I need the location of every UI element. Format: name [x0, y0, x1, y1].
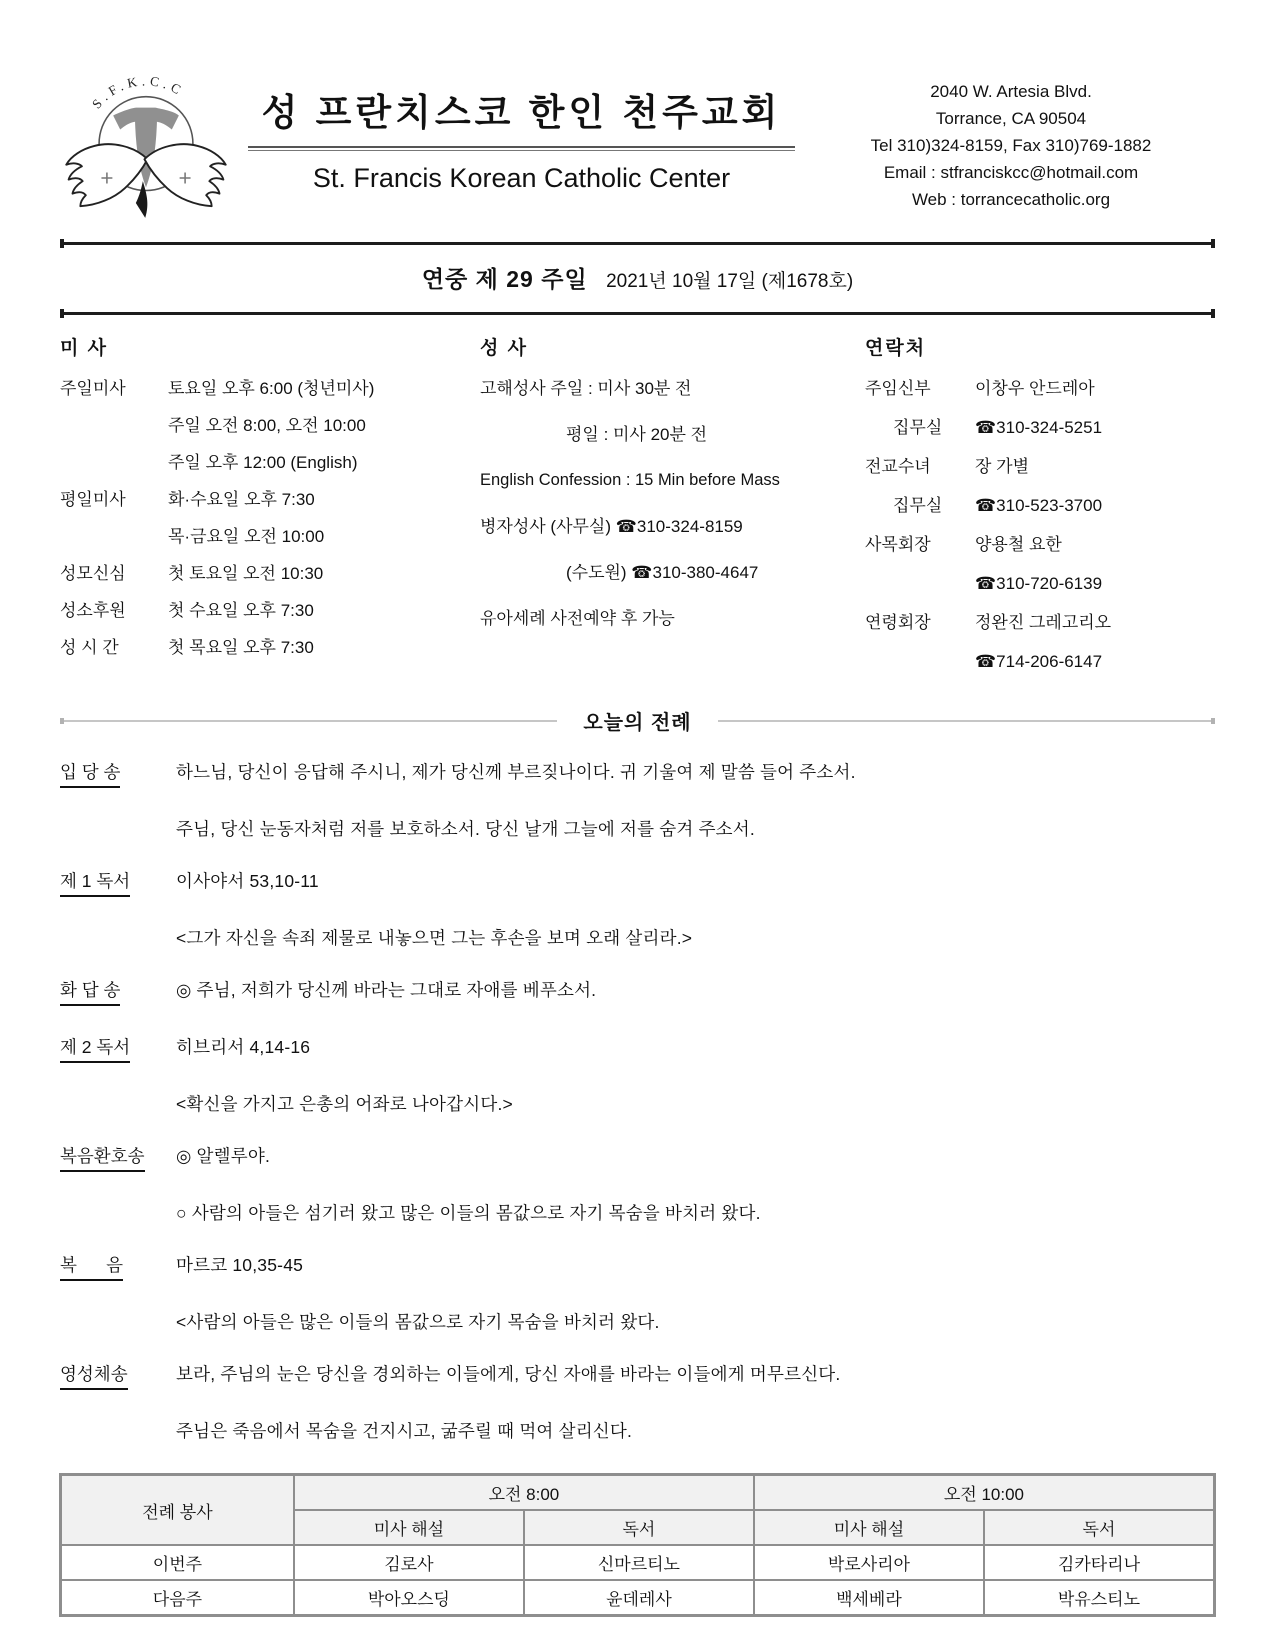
table-cell: 김카타리나: [984, 1545, 1214, 1580]
mass-row-value: 주일 오전 8:00, 오전 10:00: [168, 416, 366, 435]
liturgy-section: [60, 761, 1215, 1442]
contact-value: ☎310-324-5251: [975, 418, 1103, 437]
table-cell: 박유스티노: [984, 1580, 1214, 1615]
liturgy-text: 하느님, 당신이 응답해 주시니, 제가 당신께 부르짖나이다. 귀 기울여 제 말씀 들어 주소서.: [176, 762, 856, 782]
horizontal-rule: [60, 242, 1215, 245]
table-sub-header: 독서: [984, 1510, 1214, 1545]
logo-monogram: S.F.K.C.C: [88, 73, 188, 112]
table-time-header: 오전 10:00: [754, 1475, 1214, 1510]
liturgy-text: <그가 자신을 속죄 제물로 내놓으면 그는 후손을 보며 오래 살리라.>: [176, 928, 693, 948]
liturgy-label: 화 답 송: [60, 979, 120, 1006]
horizontal-rule: [60, 312, 1215, 315]
liturgy-label: 복 음: [60, 1254, 123, 1281]
mass-row-label: 주일미사: [60, 379, 126, 398]
mass-row-label: 성소후원: [60, 601, 126, 620]
mass-row-value: 첫 토요일 오전 10:30: [168, 564, 324, 583]
liturgy-label: 영성체송: [60, 1363, 128, 1390]
liturgy-text: <확신을 가지고 은총의 어좌로 나아갑시다.>: [176, 1094, 513, 1114]
mass-row-label: 성모신심: [60, 564, 126, 583]
church-name-block: [238, 56, 807, 194]
bulletin-title: 연중 제 29 주일: [421, 266, 588, 292]
liturgy-text: ○ 사람의 아들은 섬기러 왔고 많은 이들의 몸값으로 자기 목숨을 바치러 왔다.: [176, 1203, 761, 1223]
table-cell: 윤데레사: [524, 1580, 754, 1615]
contact-value: ☎714-206-6147: [975, 652, 1103, 671]
table-row-label: 이번주: [61, 1545, 294, 1580]
address-line: Torrance, CA 90504: [935, 109, 1087, 128]
table-sub-header: 미사 해설: [754, 1510, 984, 1545]
liturgy-text: ◎ 알렐루야.: [176, 1146, 271, 1166]
table-row: [61, 1580, 1214, 1615]
mass-row-value: 목·금요일 오전 10:00: [168, 527, 325, 546]
dove-tail-icon: [136, 181, 148, 218]
table-row-label: 다음주: [61, 1580, 294, 1615]
sacraments-heading: 성 사: [480, 338, 528, 359]
divider-line: [60, 720, 557, 722]
table-cell: 박아오스딩: [294, 1580, 524, 1615]
contacts-column: [865, 333, 1215, 690]
contact-role: 집무실: [893, 496, 943, 515]
address-line: Tel 310)324-8159, Fax 310)769-1882: [870, 136, 1152, 155]
sacraments-column: [480, 333, 865, 690]
contact-value: 양용철 요한: [975, 535, 1062, 554]
masthead: [60, 245, 1215, 312]
mass-row-label: [60, 452, 168, 473]
liturgy-text: 주님은 죽음에서 목숨을 건지시고, 굶주릴 때 먹여 살리신다.: [176, 1421, 633, 1441]
page-header: [60, 56, 1215, 228]
contact-role: 주임신부: [865, 379, 931, 398]
sacrament-row: 병자성사 (사무실) ☎310-324-8159: [480, 517, 743, 536]
contact-value: 장 가별: [975, 457, 1029, 476]
sacrament-row: 고해성사 주일 : 미사 30분 전: [480, 379, 692, 398]
section-divider: [60, 706, 1215, 735]
table-row: [61, 1545, 1214, 1580]
liturgy-label: 제 2 독서: [60, 1036, 130, 1063]
divider-line: [718, 720, 1215, 722]
bulletin-date-issue: 2021년 10월 17일 (제1678호): [606, 271, 854, 292]
table-time-header: 오전 8:00: [294, 1475, 754, 1510]
contact-role: [865, 651, 975, 672]
contact-value: 정완진 그레고리오: [975, 613, 1112, 632]
mass-row-label: 성 시 간: [60, 638, 119, 657]
address-line: Web : torrancecatholic.org: [911, 190, 1111, 209]
table-sub-header: 미사 해설: [294, 1510, 524, 1545]
table-cell: 백세베라: [754, 1580, 984, 1615]
address-line: Email : stfranciskcc@hotmail.com: [883, 163, 1139, 182]
table-corner-header: 전례 봉사: [61, 1475, 294, 1545]
mass-heading: 미 사: [60, 338, 108, 359]
contacts-heading: 연락처: [865, 338, 927, 359]
liturgy-label: 복음환호송: [60, 1145, 145, 1172]
address-line: 2040 W. Artesia Blvd.: [930, 82, 1092, 101]
liturgy-text: 마르코 10,35-45: [176, 1255, 304, 1275]
table-cell: 김로사: [294, 1545, 524, 1580]
sacrament-row: 평일 : 미사 20분 전: [566, 425, 708, 444]
mass-schedule-column: [60, 333, 480, 690]
liturgy-heading: 오늘의 전례: [583, 712, 692, 734]
sacrament-row: English Confession : 15 Min before Mass: [480, 471, 780, 489]
liturgy-label: 제 1 독서: [60, 870, 130, 897]
liturgy-text: ◎ 주님, 저희가 당신께 바라는 그대로 자애를 베푸소서.: [176, 980, 597, 1000]
mass-row-label: 평일미사: [60, 490, 126, 509]
mass-row-value: 첫 수요일 오후 7:30: [168, 601, 314, 620]
table-sub-header: 독서: [524, 1510, 754, 1545]
contact-role: [865, 573, 975, 594]
mass-row-value: 주일 오후 12:00 (English): [168, 453, 358, 472]
liturgy-text: 주님, 당신 눈동자처럼 저를 보호하소서. 당신 날개 그늘에 저를 숨겨 주소서.: [176, 819, 755, 839]
table-cell: 박로사리아: [754, 1545, 984, 1580]
contact-value: ☎310-720-6139: [975, 574, 1103, 593]
contact-value: 이창우 안드레아: [975, 379, 1095, 398]
liturgy-text: <사람의 아들은 많은 이들의 몸값으로 자기 목숨을 바치러 왔다.: [176, 1312, 660, 1332]
contact-value: ☎310-523-3700: [975, 496, 1103, 515]
mass-row-label: [60, 415, 168, 436]
mass-row-value: 화·수요일 오후 7:30: [168, 490, 315, 509]
contact-role: 전교수녀: [865, 457, 931, 476]
church-name-english: St. Francis Korean Catholic Center: [312, 163, 731, 193]
mass-row-label: [60, 526, 168, 547]
liturgy-text: 히브리서 4,14-16: [176, 1037, 311, 1057]
liturgy-text: 보라, 주님의 눈은 당신을 경외하는 이들에게, 당신 자애를 바라는 이들에게 머무르신다.: [176, 1364, 841, 1384]
mass-row-value: 토요일 오후 6:00 (청년미사): [168, 379, 375, 398]
double-rule: [248, 146, 795, 151]
info-columns: [60, 315, 1215, 690]
contact-address-block: [807, 56, 1215, 213]
liturgy-label: 입 당 송: [60, 761, 120, 788]
liturgy-text: 이사야서 53,10-11: [176, 871, 319, 891]
church-name-korean: 성 프란치스코 한인 천주교회: [261, 92, 782, 133]
church-logo-icon: [60, 60, 238, 228]
liturgical-service-table: [60, 1474, 1215, 1616]
sacrament-row: (수도원) ☎310-380-4647: [566, 563, 759, 582]
table-cell: 신마르티노: [524, 1545, 754, 1580]
sacrament-row: 유아세례 사전예약 후 가능: [480, 609, 675, 628]
contact-role: 사목회장: [865, 535, 931, 554]
mass-row-value: 첫 목요일 오후 7:30: [168, 638, 314, 657]
contact-role: 집무실: [893, 418, 943, 437]
contact-role: 연령회장: [865, 613, 931, 632]
